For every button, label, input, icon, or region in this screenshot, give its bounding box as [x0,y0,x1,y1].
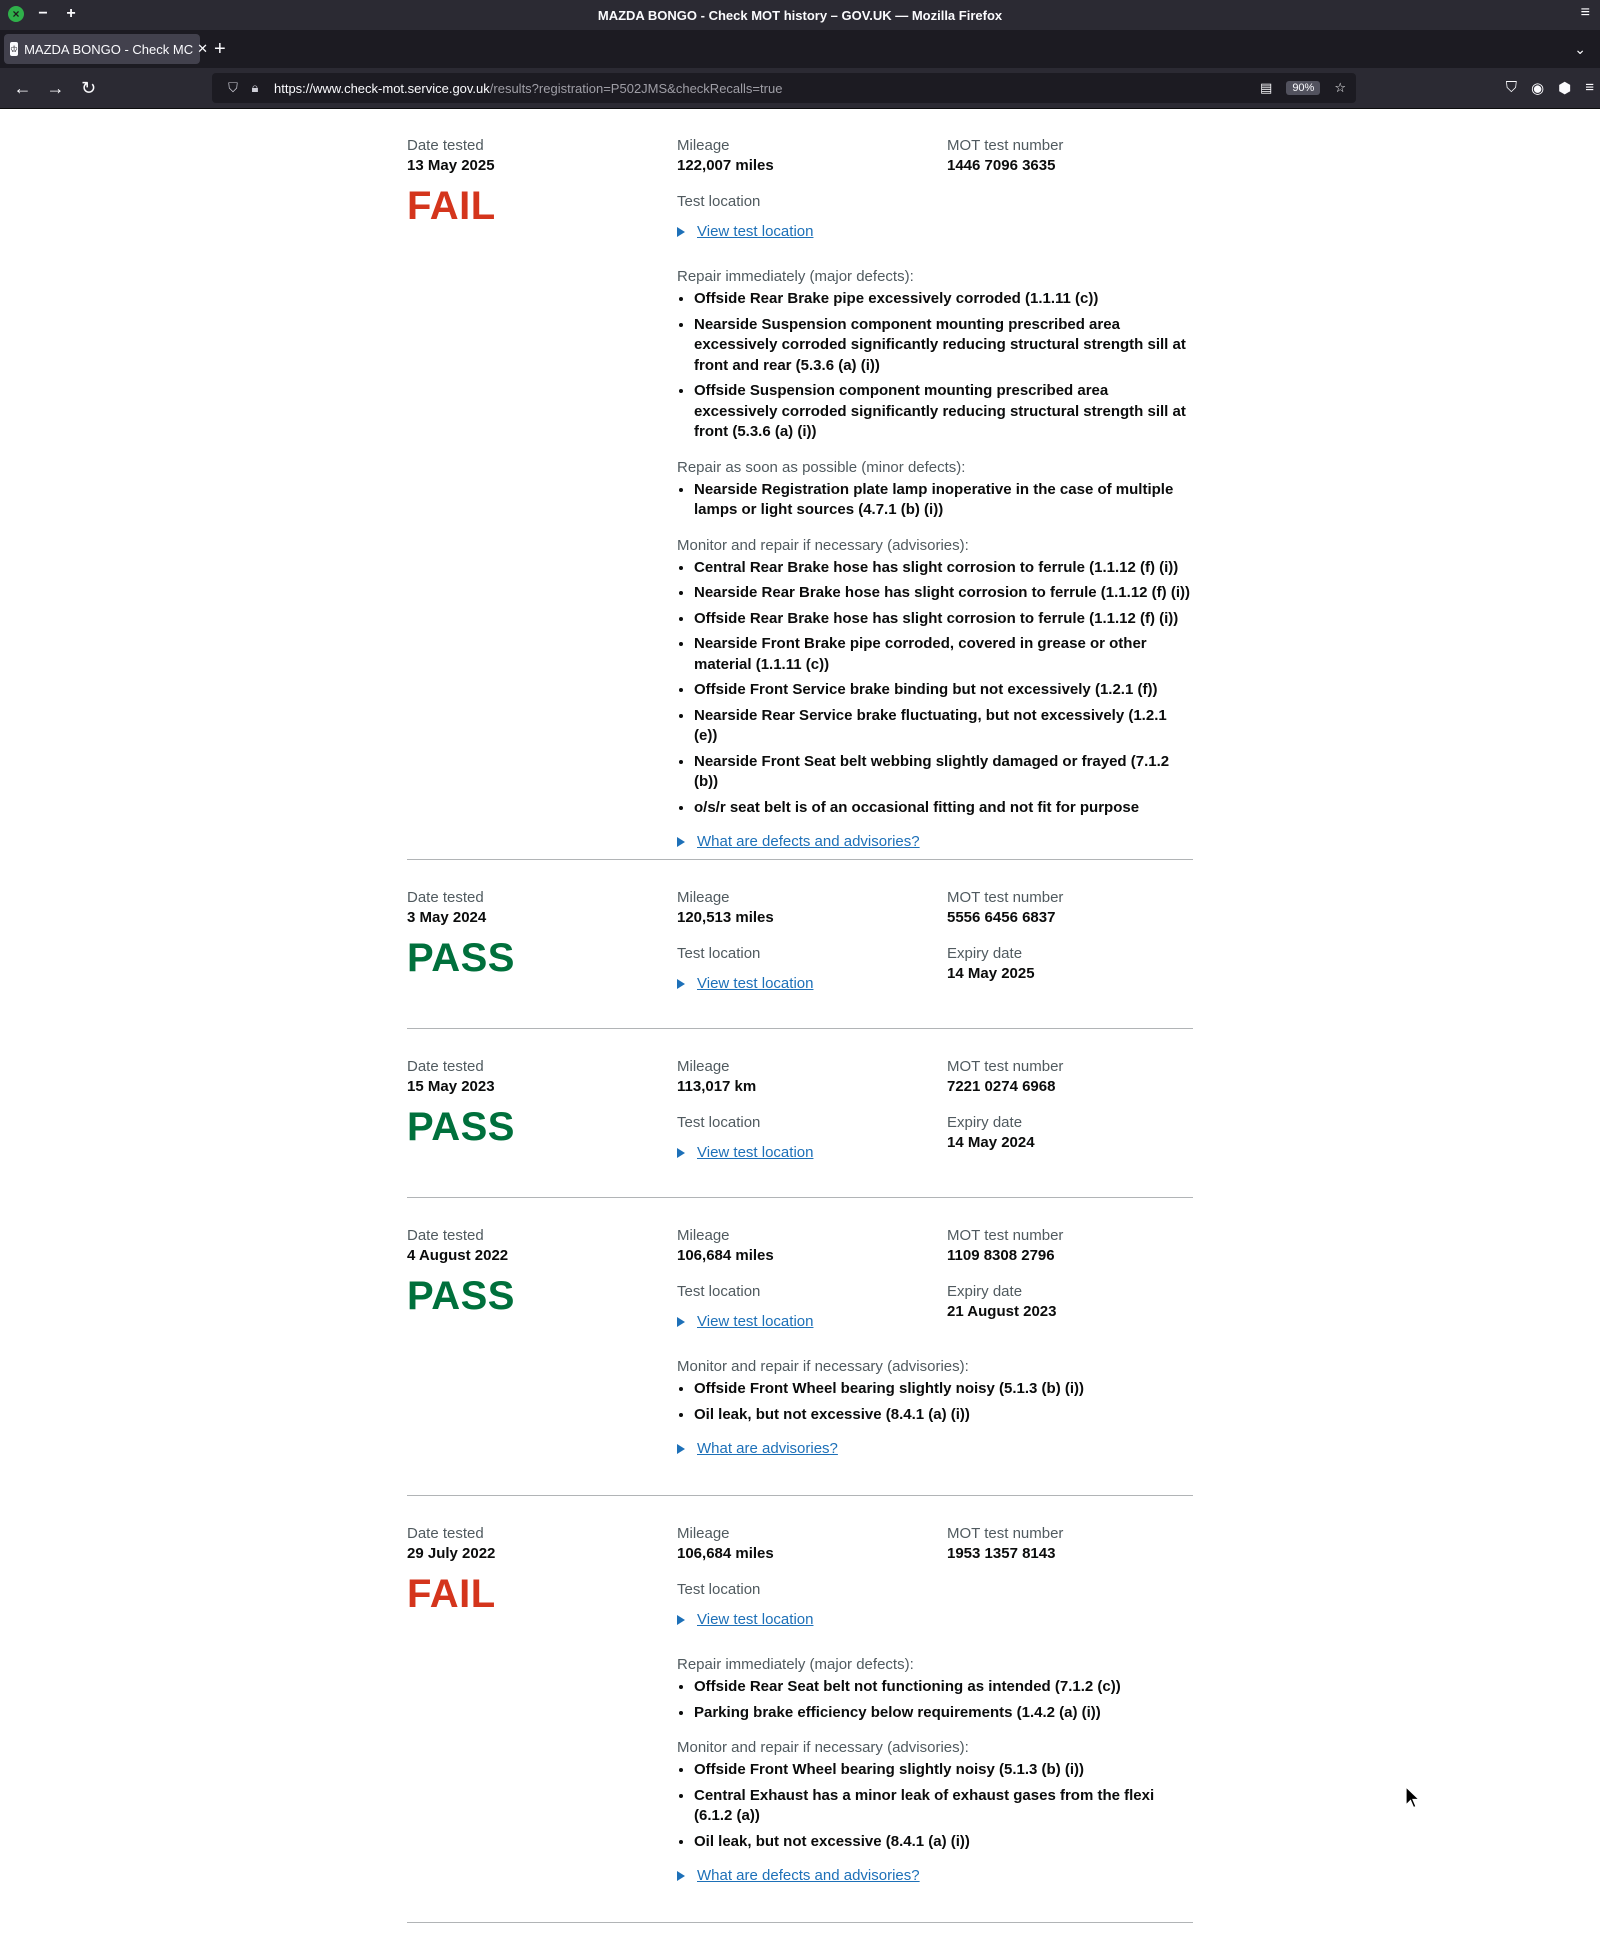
mot-test-number-label: MOT test number [947,137,1064,154]
test-location-label: Test location [677,1114,761,1131]
expiry-date-value: 21 August 2023 [947,1303,1057,1320]
maximize-window-icon[interactable]: + [66,5,76,22]
record-detail-column [677,1524,1193,1886]
govuk-crown-icon: ♔ [10,44,19,54]
mot-history-results [407,108,1193,1923]
minimize-window-icon[interactable]: − [38,5,48,22]
advisory-item: • Nearside Rear Brake hose has slight corrosion to ferrule (1.1.12 (f) (i)) [694,583,1193,604]
record-date-column [407,888,647,980]
close-window-icon[interactable]: × [8,6,24,22]
view-test-location-toggle[interactable] [677,222,1193,242]
expiry-date-value: 14 May 2024 [947,1134,1035,1151]
mot-test-number-value: 7221 0274 6968 [947,1078,1056,1095]
mileage-label: Mileage [677,1058,730,1075]
result-status: FAIL [407,184,496,228]
disclosure-triangle-icon [677,1444,685,1454]
advisories-section [677,1357,1193,1425]
advisory-item: • Offside Front Wheel bearing slightly noisy (5.1.3 (b) (i)) [694,1760,1193,1781]
view-test-location-toggle[interactable] [677,1610,1193,1630]
back-icon[interactable]: ← [13,77,32,98]
advisories-label: Monitor and repair if necessary (advisories): [677,1358,969,1375]
tab-bar [0,30,1600,68]
what-are-advisories-toggle[interactable] [677,1439,1193,1459]
mot-test-number-label: MOT test number [947,1227,1064,1244]
tracking-protection-icon[interactable]: ⛉ [228,80,238,95]
defect-item: • Offside Suspension component mounting prescribed area excessively corroded significantly reducing structural strength sill at front (5.3.6 (a) (i)) [694,381,1193,443]
result-status: FAIL [407,1572,496,1616]
date-tested-value: 29 July 2022 [407,1545,496,1562]
advisories-section [677,1738,1193,1852]
test-location-label: Test location [677,193,761,210]
tab-mot-history[interactable] [4,34,209,64]
mot-test-number-value: 5556 6456 6837 [947,909,1056,926]
extensions-icon[interactable]: ⬢ [1558,80,1572,97]
mileage-label: Mileage [677,889,730,906]
advisory-item: • Central Exhaust has a minor leak of exhaust gases from the flexi (6.1.2 (a)) [694,1786,1193,1827]
disclosure-triangle-icon [677,1148,685,1158]
disclosure-triangle-icon [677,1871,685,1881]
advisory-item: • Offside Front Service brake binding but not excessively (1.2.1 (f)) [694,680,1193,701]
list-all-tabs-icon[interactable]: ⌄ [1574,40,1586,57]
test-location-label: Test location [677,945,761,962]
advisory-item: • Nearside Front Brake pipe corroded, covered in grease or other material (1.1.11 (c)) [694,634,1193,675]
mot-record [407,1198,1193,1496]
forward-icon[interactable]: → [46,77,65,98]
what-are-defects-toggle[interactable] [677,832,1193,852]
mileage-value: 113,017 km [677,1078,757,1095]
mot-record [407,1029,1193,1198]
advisories-label: Monitor and repair if necessary (advisories): [677,1739,969,1756]
bookmark-star-icon[interactable]: ☆ [1334,80,1346,95]
minor-defects-label: Repair as soon as possible (minor defects): [677,458,966,476]
major-defects-section [677,1655,1193,1723]
pocket-icon[interactable]: ⛉ [1505,79,1518,96]
mot-record [407,108,1193,860]
mot-test-number-label: MOT test number [947,889,1064,906]
mileage-label: Mileage [677,1525,730,1542]
window-title: MAZDA BONGO - Check MOT history – GOV.UK — Mozilla Firefox [597,7,1003,23]
advisory-item: • Offside Rear Brake hose has slight corrosion to ferrule (1.1.12 (f) (i)) [694,609,1193,630]
result-status: PASS [407,936,515,980]
major-defects-section [677,267,1193,443]
disclosure-triangle-icon [677,227,685,237]
date-tested-value: 15 May 2023 [407,1078,495,1095]
defect-item: • Offside Rear Seat belt not functioning as intended (7.1.2 (c)) [694,1677,1193,1698]
mileage-label: Mileage [677,137,730,154]
test-location-label: Test location [677,1581,761,1598]
url-text[interactable] [274,81,782,96]
mot-record [407,860,1193,1029]
mileage-value: 106,684 miles [677,1545,774,1562]
new-tab-button[interactable]: + [214,37,226,60]
mileage-value: 122,007 miles [677,157,774,174]
mouse-pointer-icon [1405,1786,1421,1810]
major-defects-label: Repair immediately (major defects): [677,1656,914,1673]
mot-test-number-label: MOT test number [947,1525,1064,1542]
date-tested-label: Date tested [407,1227,484,1244]
record-number-column [947,1226,1187,1322]
expiry-date-label: Expiry date [947,1283,1023,1300]
record-number-column [947,1057,1187,1153]
result-status: PASS [407,1274,515,1318]
zoom-level-button[interactable]: 90% [1286,81,1320,95]
advisory-item: • Nearside Rear Service brake fluctuating, but not excessively (1.2.1 (e)) [694,706,1193,747]
advisories-label: Monitor and repair if necessary (advisories): [677,536,969,554]
date-tested-value: 3 May 2024 [407,909,487,926]
window-titlebar [0,0,1600,30]
mot-test-number-value: 1953 1357 8143 [947,1545,1056,1562]
window-menu-icon[interactable]: ≡ [1580,4,1590,21]
mileage-value: 106,684 miles [677,1247,774,1264]
reload-icon[interactable]: ↻ [80,77,97,98]
record-detail-column [677,136,1193,852]
defect-item: • Nearside Registration plate lamp inoperative in the case of multiple lamps or light sources (4.7.1 (b) (i)) [694,480,1193,521]
record-number-column [947,1524,1187,1564]
record-date-column [407,136,647,228]
advisory-item: • Oil leak, but not excessive (8.4.1 (a) (i)) [694,1832,1193,1853]
disclosure-triangle-icon [677,979,685,989]
result-status: PASS [407,1105,515,1149]
date-tested-label: Date tested [407,137,484,154]
advisories-section [677,536,1193,819]
expiry-date-label: Expiry date [947,1114,1023,1131]
record-number-column [947,136,1187,176]
advisory-item: • Oil leak, but not excessive (8.4.1 (a) (i)) [694,1405,1193,1426]
toolbar-right [1506,79,1594,97]
reader-view-icon[interactable]: ▤ [1260,80,1273,95]
record-number-column [947,888,1187,984]
navigation-toolbar [0,68,1600,109]
what-are-defects-toggle[interactable] [677,1866,1193,1886]
advisory-item: • Central Rear Brake hose has slight corrosion to ferrule (1.1.12 (f) (i)) [694,558,1193,579]
mot-test-number-value: 1109 8308 2796 [947,1247,1055,1264]
date-tested-label: Date tested [407,1525,484,1542]
date-tested-value: 4 August 2022 [407,1247,509,1264]
record-date-column [407,1524,647,1616]
what-are-advisories-link[interactable]: What are advisories? [697,1440,838,1457]
mot-record [407,1496,1193,1923]
view-test-location-link[interactable]: View test location [697,1313,814,1330]
url-host: https://www.check-mot.service.gov.uk [274,80,490,96]
major-defects-label: Repair immediately (major defects): [677,268,914,285]
record-date-column [407,1057,647,1149]
lock-icon[interactable]: 🔒︎ [251,80,259,95]
record-date-column [407,1226,647,1318]
mileage-label: Mileage [677,1227,730,1244]
expiry-date-label: Expiry date [947,945,1023,962]
app-menu-icon[interactable]: ≡ [1585,79,1594,96]
view-test-location-link[interactable]: View test location [697,975,814,992]
disclosure-triangle-icon [677,1317,685,1327]
disclosure-triangle-icon [677,837,685,847]
advisory-item: • Nearside Front Seat belt webbing slightly damaged or frayed (7.1.2 (b)) [694,752,1193,793]
view-test-location-link[interactable]: View test location [697,1611,814,1628]
date-tested-value: 13 May 2025 [407,157,495,174]
what-are-defects-link[interactable]: What are defects and advisories? [697,1867,920,1884]
mot-test-number-value: 1446 7096 3635 [947,157,1056,174]
expiry-date-value: 14 May 2025 [947,965,1035,982]
view-test-location-link[interactable]: View test location [697,223,814,240]
address-bar[interactable] [212,73,1356,103]
close-tab-icon[interactable]: ✕ [197,41,209,56]
mot-test-number-label: MOT test number [947,1058,1064,1075]
date-tested-label: Date tested [407,889,484,906]
test-location-label: Test location [677,1283,761,1300]
view-test-location-link[interactable]: View test location [697,1144,814,1161]
what-are-defects-link[interactable]: What are defects and advisories? [697,833,920,850]
advisory-item: • Offside Front Wheel bearing slightly noisy (5.1.3 (b) (i)) [694,1379,1193,1400]
mileage-value: 120,513 miles [677,909,774,926]
defect-item: • Nearside Suspension component mounting prescribed area excessively corroded significantly reducing structural strength sill at front and rear (5.3.6 (a) (i)) [694,315,1193,377]
defect-item: • Offside Rear Brake pipe excessively corroded (1.1.11 (c)) [694,289,1193,310]
date-tested-label: Date tested [407,1058,484,1075]
url-path: /results?registration=P502JMS&checkRecalls=true [489,80,783,96]
tab-title: MAZDA BONGO - Check MC [24,41,194,57]
disclosure-triangle-icon [677,1615,685,1625]
window-controls [8,6,80,22]
advisory-item: • o/s/r seat belt is of an occasional fitting and not fit for purpose [694,798,1193,819]
defect-item: • Parking brake efficiency below requirements (1.4.2 (a) (i)) [694,1703,1193,1724]
minor-defects-section [677,458,1193,521]
account-icon[interactable]: ◉ [1531,80,1545,97]
